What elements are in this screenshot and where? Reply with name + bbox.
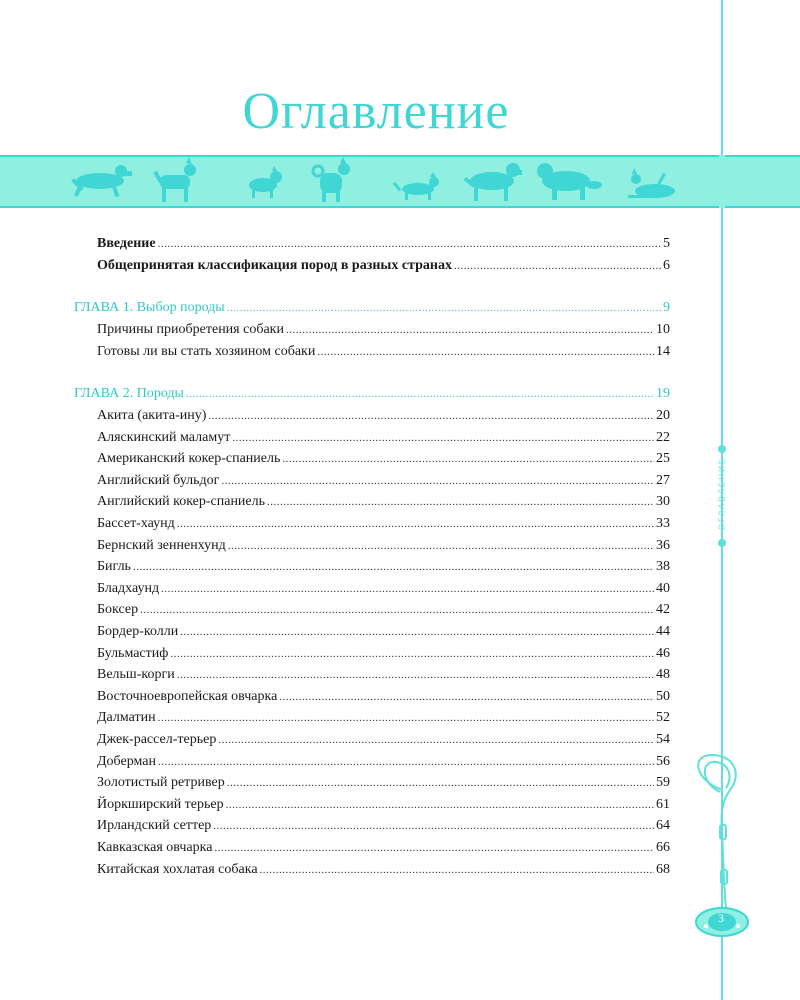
toc-entry-page: 54 (656, 732, 670, 747)
toc-leader-dots (213, 817, 654, 835)
dog-silhouettes (0, 157, 800, 206)
toc-entry-label: Бассет-хаунд (97, 516, 175, 531)
toc-entry-label: Причины приобретения собаки (97, 322, 284, 337)
toc-entry-page: 6 (663, 258, 670, 273)
toc-leader-dots (214, 839, 654, 857)
toc-leader-dots (186, 385, 654, 403)
toc-entry-page: 5 (663, 236, 670, 251)
toc-leader-dots (208, 407, 654, 425)
toc-leader-dots (140, 601, 654, 619)
toc-leader-dots (180, 623, 654, 641)
toc-entry-page: 25 (656, 451, 670, 467)
toc-leader-dots (279, 688, 654, 706)
toc-row[interactable] (97, 515, 670, 533)
dog-silhouette-5-icon (393, 172, 439, 200)
toc-chapter-row[interactable] (74, 385, 670, 403)
toc-entry-label: Английский кокер-спаниель (97, 494, 266, 510)
toc-entry-label: Боксер (97, 602, 139, 618)
toc-entry-label: Общепринятая классификация пород в разных странах (97, 258, 452, 273)
toc-leader-dots (218, 731, 654, 749)
toc-entry-page: 14 (656, 344, 670, 359)
dog-silhouette-4-icon (313, 157, 350, 202)
toc-entry-page: 50 (656, 688, 670, 704)
toc-row[interactable] (97, 472, 670, 490)
toc-row[interactable] (97, 580, 670, 598)
toc-entry-page: 36 (656, 537, 670, 553)
toc-entry-label: Бордер-колли (97, 624, 179, 639)
toc-entry-label: Восточноевропейская овчарка (97, 688, 278, 704)
toc-leader-dots (228, 537, 654, 555)
toc-entry-page: 38 (656, 559, 670, 575)
toc-leader-dots (227, 774, 654, 792)
toc-entry-label: Джек-рассел-терьер (97, 732, 217, 747)
toc-entry-label: Бигль (97, 559, 131, 575)
toc-entry-label: ГЛАВА 2. Породы (74, 386, 184, 401)
dog-silhouette-7-icon (537, 163, 602, 200)
toc-leader-dots (170, 645, 654, 663)
toc-entry-page: 68 (656, 861, 670, 877)
toc-entry-label: Вельш-корги (97, 667, 175, 683)
toc-row[interactable] (97, 429, 670, 447)
toc-entry-page: 48 (656, 667, 670, 683)
toc-entry-page: 22 (656, 429, 670, 445)
toc-entry-page: 52 (656, 710, 670, 726)
toc-entry-page: 20 (656, 408, 670, 423)
vertical-rule-gap (719, 155, 725, 208)
dog-silhouette-8-icon (628, 168, 675, 198)
toc-row[interactable] (97, 753, 670, 771)
toc-entry-label: Введение (97, 236, 156, 251)
toc-entry-page: 30 (656, 494, 670, 510)
dog-silhouette-6-icon (464, 163, 522, 201)
toc-row[interactable] (97, 666, 670, 684)
dog-silhouette-2-icon (153, 157, 196, 202)
toc-leader-dots (226, 796, 654, 814)
dog-silhouette-1-icon (71, 165, 132, 197)
toc-entry-page: 66 (656, 840, 670, 855)
toc-row[interactable] (97, 235, 670, 253)
toc-entry-page: 61 (656, 796, 670, 812)
toc-leader-dots (260, 861, 654, 879)
toc-entry-label: Доберман (97, 753, 156, 769)
toc-row[interactable] (97, 688, 670, 706)
toc-entry-label: Бладхаунд (97, 580, 160, 596)
toc-entry-page: 56 (656, 753, 670, 769)
toc-leader-dots (454, 257, 661, 275)
toc-entry-page: 64 (656, 818, 670, 834)
toc-entry-label: Английский бульдог (97, 472, 220, 488)
toc-entry-label: Готовы ли вы стать хозяином собаки (97, 344, 316, 359)
toc-row[interactable] (97, 321, 670, 339)
toc-leader-dots (227, 299, 661, 317)
dog-silhouette-3-icon (249, 166, 282, 198)
toc-leader-dots (286, 321, 654, 339)
toc-entry-page: 9 (663, 300, 670, 315)
toc-entry-page: 10 (656, 322, 670, 337)
toc-leader-dots (158, 709, 654, 727)
toc-leader-dots (282, 450, 654, 468)
toc-chapter-row[interactable] (74, 299, 670, 317)
dog-silhouette-banner (0, 155, 800, 208)
toc-entry-page: 42 (656, 602, 670, 618)
toc-entry-label: ГЛАВА 1. Выбор породы (74, 300, 225, 315)
toc-row[interactable] (97, 817, 670, 835)
toc-leader-dots (221, 472, 654, 490)
toc-row[interactable] (97, 601, 670, 619)
toc-entry-page: 27 (656, 472, 670, 488)
toc-row[interactable] (97, 645, 670, 663)
toc-entry-label: Китайская хохлатая собака (97, 861, 258, 877)
toc-row[interactable] (97, 450, 670, 468)
toc-leader-dots (177, 666, 654, 684)
toc-row[interactable] (97, 623, 670, 641)
toc-entry-page: 59 (656, 775, 670, 791)
toc-entry-label: Бульмастиф (97, 645, 169, 661)
toc-row[interactable] (97, 861, 670, 879)
toc-row[interactable] (97, 257, 670, 275)
toc-entry-label: Бернский зенненхунд (97, 537, 226, 553)
toc-leader-dots (161, 580, 654, 598)
toc-entry-label: Золотистый ретривер (97, 775, 225, 791)
toc-entry-label: Кавказская овчарка (97, 840, 213, 855)
toc-row[interactable] (97, 774, 670, 792)
toc-row[interactable] (97, 537, 670, 555)
toc-entry-label: Йоркширский терьер (97, 796, 224, 812)
toc-leader-dots (232, 429, 654, 447)
toc-leader-dots (158, 235, 661, 253)
toc-row[interactable] (97, 796, 670, 814)
toc-entry-label: Аляскинский маламут (97, 429, 231, 445)
toc-entry-page: 46 (656, 645, 670, 661)
toc-row[interactable] (97, 731, 670, 749)
toc-entry-page: 44 (656, 624, 670, 639)
toc-entry-label: Акита (акита-ину) (97, 408, 207, 423)
side-dot-top (718, 445, 726, 453)
toc-row[interactable] (97, 709, 670, 727)
side-label-text: ОГЛАВЛЕНИЕ (717, 456, 727, 531)
toc-entry-label: Американский кокер-спаниель (97, 451, 281, 467)
side-dot-bottom (718, 539, 726, 547)
toc-row[interactable] (97, 407, 670, 425)
toc-row[interactable] (97, 343, 670, 361)
page-title: Оглавление (242, 83, 510, 140)
toc-leader-dots (177, 515, 654, 533)
toc-entry-label: Далматин (97, 710, 156, 726)
toc-row[interactable] (97, 493, 670, 511)
toc-leader-dots (317, 343, 654, 361)
toc-row[interactable] (97, 839, 670, 857)
toc-leader-dots (267, 493, 654, 511)
toc-entry-page: 33 (656, 516, 670, 531)
side-section-label (714, 445, 730, 545)
toc-row[interactable] (97, 558, 670, 576)
page-number: 3 (718, 911, 724, 925)
toc-entry-label: Ирландский сеттер (97, 818, 212, 834)
toc-entry-page: 40 (656, 580, 670, 596)
toc-entry-page: 19 (656, 386, 670, 401)
toc-leader-dots (158, 753, 654, 771)
toc-leader-dots (133, 558, 654, 576)
